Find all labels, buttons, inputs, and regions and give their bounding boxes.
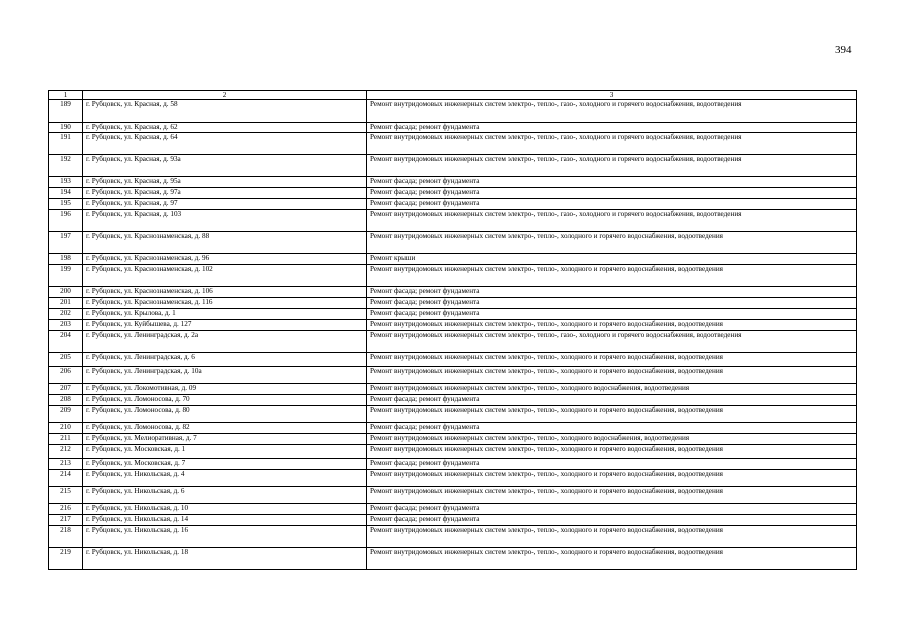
row-work: Ремонт фасада; ремонт фундамента [367,177,857,188]
row-address: г. Рубцовск, ул. Ломоносова, д. 70 [83,395,367,406]
row-address: г. Рубцовск, ул. Локомотивная, д. 09 [83,384,367,395]
row-number: 202 [49,309,83,320]
row-number: 192 [49,155,83,177]
row-number: 208 [49,395,83,406]
row-address: г. Рубцовск, ул. Ленинградская, д. 10а [83,367,367,384]
table-row [49,298,857,309]
row-work: Ремонт внутридомовых инженерных систем электро-, тепло-, холодного и горячего водоснабжения, водоотведения [367,445,857,459]
row-address: г. Рубцовск, ул. Красная, д. 64 [83,133,367,155]
row-work: Ремонт внутридомовых инженерных систем электро-, тепло-, холодного и горячего водоснабжения, водоотведения [367,526,857,548]
row-number: 214 [49,470,83,487]
row-work: Ремонт внутридомовых инженерных систем электро-, тепло-, холодного водоснабжения, водоотведения [367,384,857,395]
row-work: Ремонт внутридомовых инженерных систем электро-, тепло-, газо-, холодного и горячего водоснабжения, водоотведения [367,155,857,177]
row-work: Ремонт внутридомовых инженерных систем электро-, тепло-, холодного и горячего водоснабжения, водоотведения [367,265,857,287]
table-row [49,100,857,123]
row-address: г. Рубцовск, ул. Мелиоративная, д. 7 [83,434,367,445]
row-work: Ремонт фасада; ремонт фундамента [367,199,857,210]
row-number: 205 [49,353,83,367]
table-row [49,123,857,133]
row-work: Ремонт внутридомовых инженерных систем электро-, тепло-, холодного и горячего водоснабжения, водоотведения [367,487,857,504]
row-number: 206 [49,367,83,384]
row-address: г. Рубцовск, ул. Ленинградская, д. 6 [83,353,367,367]
row-number: 193 [49,177,83,188]
table-row [49,210,857,232]
table-row [49,548,857,570]
row-work: Ремонт фасада; ремонт фундамента [367,188,857,199]
row-number: 204 [49,331,83,353]
table-row [49,395,857,406]
table-row [49,445,857,459]
row-address: г. Рубцовск, ул. Никольская, д. 18 [83,548,367,570]
table-row [49,459,857,470]
row-work: Ремонт фасада; ремонт фундамента [367,504,857,515]
row-work: Ремонт фасада; ремонт фундамента [367,298,857,309]
row-number: 207 [49,384,83,395]
row-work: Ремонт внутридомовых инженерных систем электро-, тепло-, газо-, холодного и горячего водоснабжения, водоотведения [367,331,857,353]
table-row [49,515,857,526]
row-number: 217 [49,515,83,526]
table-row [49,367,857,384]
row-number: 200 [49,287,83,298]
row-number: 213 [49,459,83,470]
row-number: 199 [49,265,83,287]
row-work: Ремонт фасада; ремонт фундамента [367,287,857,298]
table-row [49,287,857,298]
table-row [49,177,857,188]
table-row [49,526,857,548]
row-address: г. Рубцовск, ул. Никольская, д. 6 [83,487,367,504]
row-address: г. Рубцовск, ул. Красная, д. 97а [83,188,367,199]
row-number: 211 [49,434,83,445]
row-address: г. Рубцовск, ул. Никольская, д. 10 [83,504,367,515]
row-number: 194 [49,188,83,199]
row-number: 198 [49,254,83,265]
row-work: Ремонт внутридомовых инженерных систем электро-, тепло-, газо-, холодного и горячего водоснабжения, водоотведения [367,100,857,123]
row-work: Ремонт крыши [367,254,857,265]
page-number: 394 [835,44,852,56]
row-address: г. Рубцовск, ул. Ленинградская, д. 2а [83,331,367,353]
table-row [49,254,857,265]
row-address: г. Рубцовск, ул. Краснознаменская, д. 102 [83,265,367,287]
row-number: 197 [49,232,83,254]
row-work: Ремонт фасада; ремонт фундамента [367,123,857,133]
header-col-work: 3 [367,91,857,100]
table-row [49,423,857,434]
table-header-row [49,91,857,100]
table-row [49,199,857,210]
row-address: г. Рубцовск, ул. Московская, д. 1 [83,445,367,459]
row-work: Ремонт внутридомовых инженерных систем электро-, тепло-, холодного и горячего водоснабжения, водоотведения [367,367,857,384]
row-address: г. Рубцовск, ул. Никольская, д. 4 [83,470,367,487]
header-col-address: 2 [83,91,367,100]
table-row [49,331,857,353]
table-row [49,133,857,155]
row-address: г. Рубцовск, ул. Никольская, д. 14 [83,515,367,526]
table-row [49,320,857,331]
register-table [48,90,857,570]
row-work: Ремонт внутридомовых инженерных систем электро-, тепло-, холодного и горячего водоснабжения, водоотведения [367,406,857,423]
row-number: 216 [49,504,83,515]
row-address: г. Рубцовск, ул. Ломоносова, д. 80 [83,406,367,423]
table-row [49,384,857,395]
row-address: г. Рубцовск, ул. Крылова, д. 1 [83,309,367,320]
row-number: 219 [49,548,83,570]
table-row [49,155,857,177]
row-work: Ремонт фасада; ремонт фундамента [367,309,857,320]
table-row [49,470,857,487]
row-number: 201 [49,298,83,309]
row-address: г. Рубцовск, ул. Краснознаменская, д. 116 [83,298,367,309]
row-number: 190 [49,123,83,133]
row-number: 191 [49,133,83,155]
row-work: Ремонт внутридомовых инженерных систем электро-, тепло-, холодного и горячего водоснабжения, водоотведения [367,320,857,331]
table-row [49,504,857,515]
row-number: 203 [49,320,83,331]
row-number: 215 [49,487,83,504]
header-col-number: 1 [49,91,83,100]
row-address: г. Рубцовск, ул. Краснознаменская, д. 96 [83,254,367,265]
row-address: г. Рубцовск, ул. Красная, д. 93а [83,155,367,177]
row-number: 195 [49,199,83,210]
table-row [49,487,857,504]
row-work: Ремонт внутридомовых инженерных систем электро-, тепло-, газо-, холодного и горячего водоснабжения, водоотведения [367,133,857,155]
table-row [49,232,857,254]
row-work: Ремонт внутридомовых инженерных систем электро-, тепло-, газо-, холодного и горячего водоснабжения, водоотведения [367,210,857,232]
table-row [49,353,857,367]
table-row [49,188,857,199]
row-work: Ремонт внутридомовых инженерных систем электро-, тепло-, холодного и горячего водоснабжения, водоотведения [367,353,857,367]
row-work: Ремонт внутридомовых инженерных систем электро-, тепло-, холодного и горячего водоснабжения, водоотведения [367,232,857,254]
row-work: Ремонт фасада; ремонт фундамента [367,459,857,470]
table-row [49,265,857,287]
row-number: 218 [49,526,83,548]
row-work: Ремонт внутридомовых инженерных систем электро-, тепло-, холодного и горячего водоснабжения, водоотведения [367,548,857,570]
row-number: 209 [49,406,83,423]
row-number: 210 [49,423,83,434]
row-address: г. Рубцовск, ул. Краснознаменская, д. 88 [83,232,367,254]
table-row [49,309,857,320]
row-number: 212 [49,445,83,459]
row-work: Ремонт фасада; ремонт фундамента [367,395,857,406]
row-address: г. Рубцовск, ул. Никольская, д. 16 [83,526,367,548]
row-address: г. Рубцовск, ул. Краснознаменская, д. 106 [83,287,367,298]
row-address: г. Рубцовск, ул. Ломоносова, д. 82 [83,423,367,434]
row-address: г. Рубцовск, ул. Красная, д. 97 [83,199,367,210]
row-work: Ремонт внутридомовых инженерных систем электро-, тепло-, холодного и горячего водоснабжения, водоотведения [367,470,857,487]
row-address: г. Рубцовск, ул. Куйбышева, д. 127 [83,320,367,331]
row-address: г. Рубцовск, ул. Красная, д. 62 [83,123,367,133]
row-address: г. Рубцовск, ул. Красная, д. 95а [83,177,367,188]
row-number: 196 [49,210,83,232]
table-row [49,406,857,423]
row-number: 189 [49,100,83,123]
row-address: г. Рубцовск, ул. Московская, д. 7 [83,459,367,470]
row-address: г. Рубцовск, ул. Красная, д. 58 [83,100,367,123]
table-row [49,434,857,445]
row-address: г. Рубцовск, ул. Красная, д. 103 [83,210,367,232]
row-work: Ремонт внутридомовых инженерных систем электро-, тепло-, холодного водоснабжения, водоотведения [367,434,857,445]
row-work: Ремонт фасада; ремонт фундамента [367,515,857,526]
row-work: Ремонт фасада; ремонт фундамента [367,423,857,434]
